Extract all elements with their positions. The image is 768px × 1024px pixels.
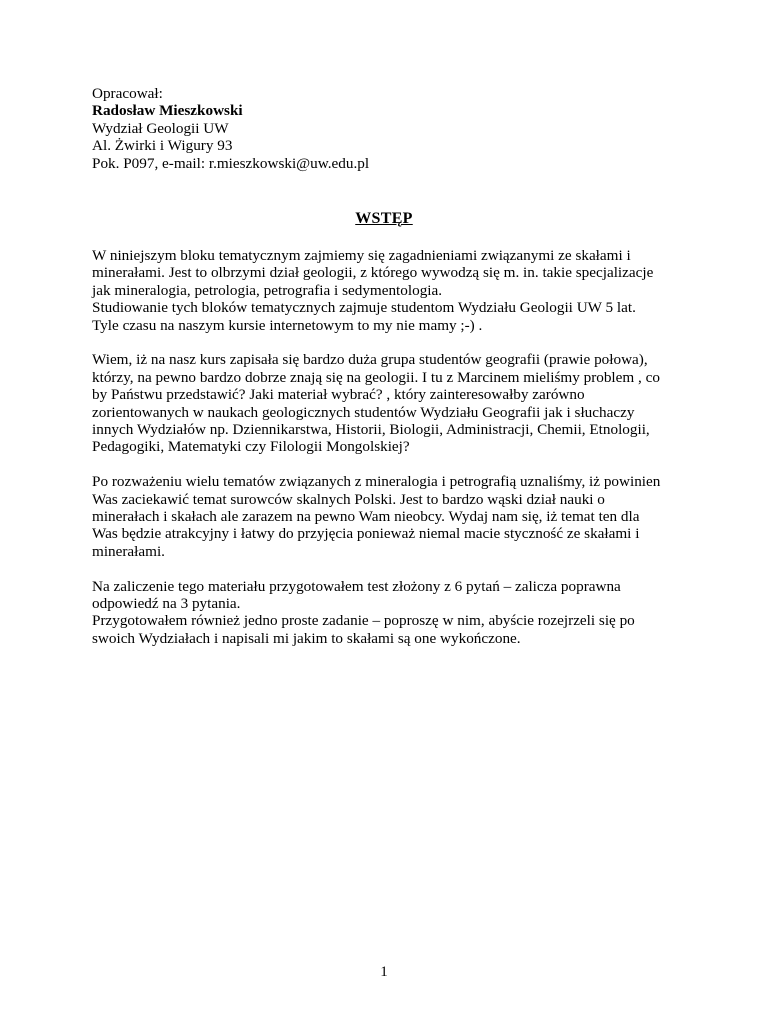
paragraph (92, 578, 692, 648)
author-department: Wydział Geologii UW (92, 119, 229, 137)
text-line: odpowiedź na 3 pytania. (92, 595, 241, 613)
text-line: Was będzie atrakcyjny i łatwy do przyjęcia ponieważ niemal macie styczność ze skałami i (92, 525, 640, 543)
text-line: innych Wydziałów np. Dziennikarstwa, Historii, Biologii, Administracji, Chemii, Etnologii, (92, 421, 650, 439)
text-line: Po rozważeniu wielu tematów związanych z mineralogia i petrografią uznaliśmy, iż powinien (92, 473, 661, 491)
text-line: jak mineralogia, petrologia, petrografia i sedymentologia. (92, 281, 443, 299)
text-line: Na zaliczenie tego materiału przygotowałem test złożony z 6 pytań – zalicza poprawna (92, 577, 621, 595)
section-heading: WSTĘP (355, 210, 413, 227)
text-line: zorientowanych w naukach geologicznych studentów Wydziału Geografii jak i słuchaczy (92, 403, 635, 421)
page-number: 1 (380, 964, 388, 980)
text-line: minerałami. (92, 542, 165, 560)
text-line: Pedagogiki, Matematyki czy Filologii Mongolskiej? (92, 438, 410, 456)
text-line: minerałami. Jest to olbrzymi dział geologii, z którego wywodzą się m. in. takie specjalizacje (92, 264, 654, 282)
author-address: Al. Żwirki i Wigury 93 (92, 137, 233, 155)
text-line: Tyle czasu na naszym kursie internetowym to my nie mamy ;-) . (92, 316, 483, 334)
text-line: Was zaciekawić temat surowców skalnych Polski. Jest to bardzo wąski dział nauki o (92, 490, 605, 508)
paragraph (92, 351, 692, 455)
text-line: swoich Wydziałach i napisali mi jakim to skałami są one wykończone. (92, 629, 521, 647)
author-contact: Pok. P097, e-mail: r.mieszkowski@uw.edu.pl (92, 154, 370, 172)
body-text (92, 247, 692, 665)
text-line: którzy, na pewno bardzo dobrze znają się na geologii. I tu z Marcinem mieliśmy problem , co (92, 368, 660, 386)
text-line: W niniejszym bloku tematycznym zajmiemy się zagadnieniami związanymi ze skałami i (92, 247, 631, 264)
prepared-by-label: Opracował: (92, 85, 163, 102)
text-line: minerałach i skałach ale zarazem na pewno Wam nieobcy. Wydaj nam się, iż temat ten dla (92, 508, 640, 526)
author-name: Radosław Mieszkowski (92, 102, 243, 120)
author-block (92, 85, 692, 172)
text-line: Studiowanie tych bloków tematycznych zajmuje studentom Wydziału Geologii UW 5 lat. (92, 299, 636, 317)
text-line: Przygotowałem również jedno proste zadanie – poproszę w nim, abyście rozejrzeli się po (92, 612, 635, 630)
paragraph (92, 247, 692, 334)
paragraph (92, 473, 692, 560)
text-line: Wiem, iż na nasz kurs zapisała się bardzo duża grupa studentów geografii (prawie połowa), (92, 351, 648, 369)
text-line: by Państwu przedstawić? Jaki materiał wybrać? , który zainteresowałby zarówno (92, 386, 585, 404)
